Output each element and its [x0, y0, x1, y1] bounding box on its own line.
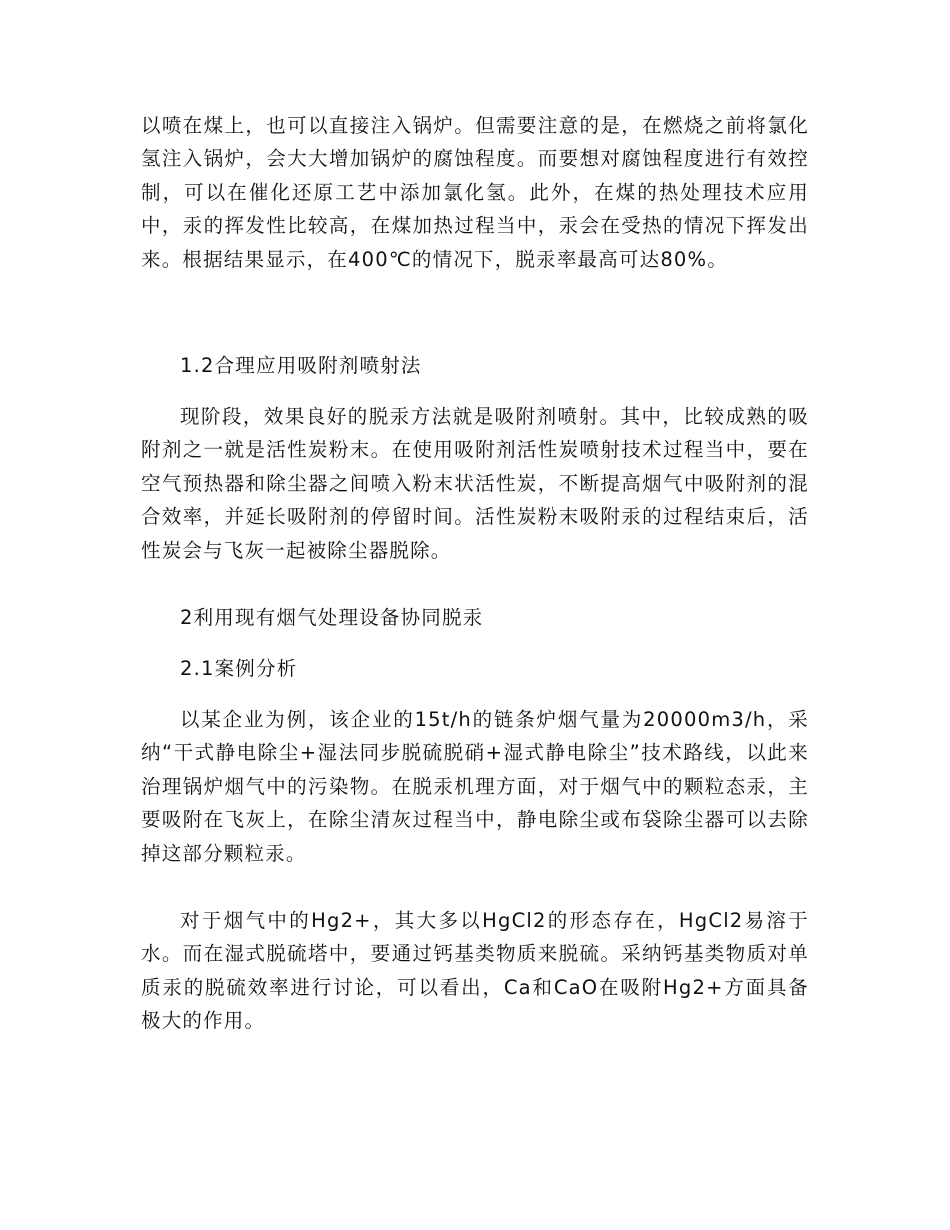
section-heading-1-2: 1.2合理应用吸附剂喷射法 [180, 354, 422, 377]
section-heading-2-1: 2.1案例分析 [180, 657, 298, 680]
paragraph-adsorbent-injection: 现阶段，效果良好的脱汞方法就是吸附剂喷射。其中，比较成熟的吸附剂之一就是活性炭粉末。在使用吸附剂活性炭喷射技术过程当中，要在空气预热器和除尘器之间喷入粉末状活性炭，不断提高烟气中吸附剂的混合效率，并延长吸附剂的停留时间。活性炭粉末吸附汞的过程结束后，活性炭会与飞灰一起被除尘器脱除。 [141, 405, 809, 562]
paragraph-hg2-removal: 对于烟气中的Hg2+，其大多以HgCl2的形态存在，HgCl2易溶于水。而在湿式脱硫塔中，要通过钙基类物质来脱硫。采纳钙基类物质对单质汞的脱硫效率进行讨论，可以看出，Ca和CaO在吸附Hg2+方面具备极大的作用。 [141, 909, 809, 1033]
paragraph-continued: 以喷在煤上，也可以直接注入锅炉。但需要注意的是，在燃烧之前将氯化氢注入锅炉，会大大增加锅炉的腐蚀程度。而要想对腐蚀程度进行有效控制，可以在催化还原工艺中添加氯化氢。此外，在煤的热处理技术应用中，汞的挥发性比较高，在煤加热过程当中，汞会在受热的情况下挥发出来。根据结果显示，在400℃的情况下，脱汞率最高可达80%。 [141, 114, 809, 271]
paragraph-case-analysis: 以某企业为例，该企业的15t/h的链条炉烟气量为20000m3/h，采纳“干式静电除尘+湿法同步脱硫脱硝+湿式静电除尘”技术路线，以此来治理锅炉烟气中的污染物。在脱汞机理方面，对于烟气中的颗粒态汞，主要吸附在飞灰上，在除尘清灰过程当中，静电除尘或布袋除尘器可以去除掉这部分颗粒汞。 [141, 708, 809, 865]
section-heading-2: 2利用现有烟气处理设备协同脱汞 [180, 606, 484, 629]
